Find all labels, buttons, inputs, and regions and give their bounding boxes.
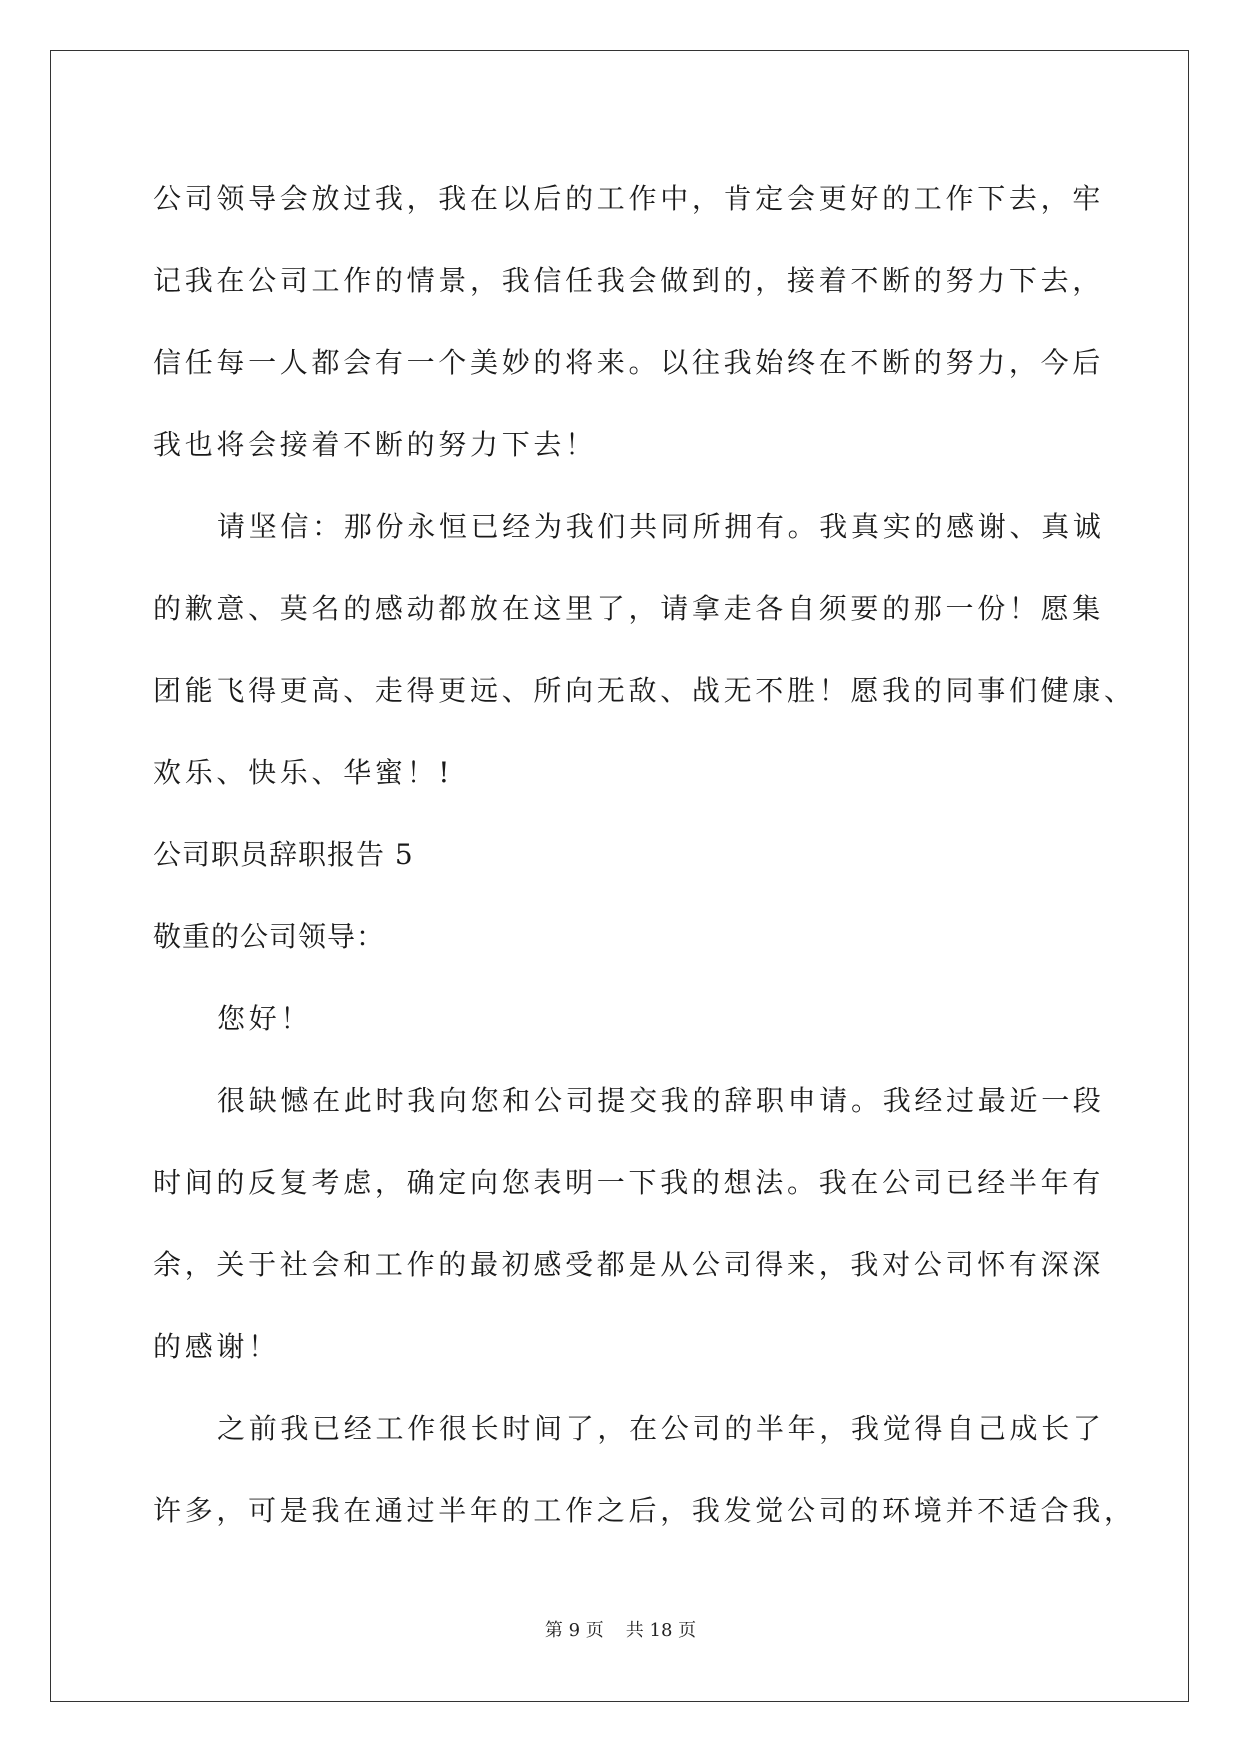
paragraph-line: 我也将会接着不断的努力下去！ — [153, 428, 597, 461]
greeting: 您好！ — [217, 1002, 313, 1035]
paragraph-line: 许多，可是我在通过半年的工作之后，我发觉公司的环境并不适合我， — [153, 1494, 1136, 1527]
paragraph-line: 之前我已经工作很长时间了，在公司的半年，我觉得自己成长了 — [217, 1412, 1105, 1445]
page-number: 第 9 页 — [544, 1620, 604, 1641]
page-footer — [0, 1616, 1241, 1642]
paragraph-line: 时间的反复考虑，确定向您表明一下我的想法。我在公司已经半年有 — [153, 1166, 1105, 1199]
paragraph-line: 记我在公司工作的情景，我信任我会做到的，接着不断的努力下去， — [153, 264, 1105, 297]
paragraph-line: 团能飞得更高、走得更远、所向无敌、战无不胜！愿我的同事们健康、 — [153, 674, 1136, 707]
salutation: 敬重的公司领导： — [153, 920, 386, 953]
paragraph-line: 信任每一人都会有一个美妙的将来。以往我始终在不断的努力，今后 — [153, 346, 1105, 379]
document-body — [153, 158, 1136, 1552]
paragraph-line: 欢乐、快乐、华蜜！! — [153, 756, 454, 789]
page-total: 共 18 页 — [625, 1620, 697, 1641]
paragraph-line: 的歉意、莫名的感动都放在这里了，请拿走各自须要的那一份！愿集 — [153, 592, 1105, 625]
paragraph-line: 很缺憾在此时我向您和公司提交我的辞职申请。我经过最近一段 — [217, 1084, 1105, 1117]
paragraph-line: 请坚信：那份永恒已经为我们共同所拥有。我真实的感谢、真诚 — [217, 510, 1105, 543]
paragraph-line: 公司领导会放过我，我在以后的工作中，肯定会更好的工作下去，牢 — [153, 182, 1105, 215]
paragraph-line: 余，关于社会和工作的最初感受都是从公司得来，我对公司怀有深深 — [153, 1248, 1105, 1281]
section-heading: 公司职员辞职报告 5 — [153, 838, 414, 871]
paragraph-line: 的感谢！ — [153, 1330, 280, 1363]
